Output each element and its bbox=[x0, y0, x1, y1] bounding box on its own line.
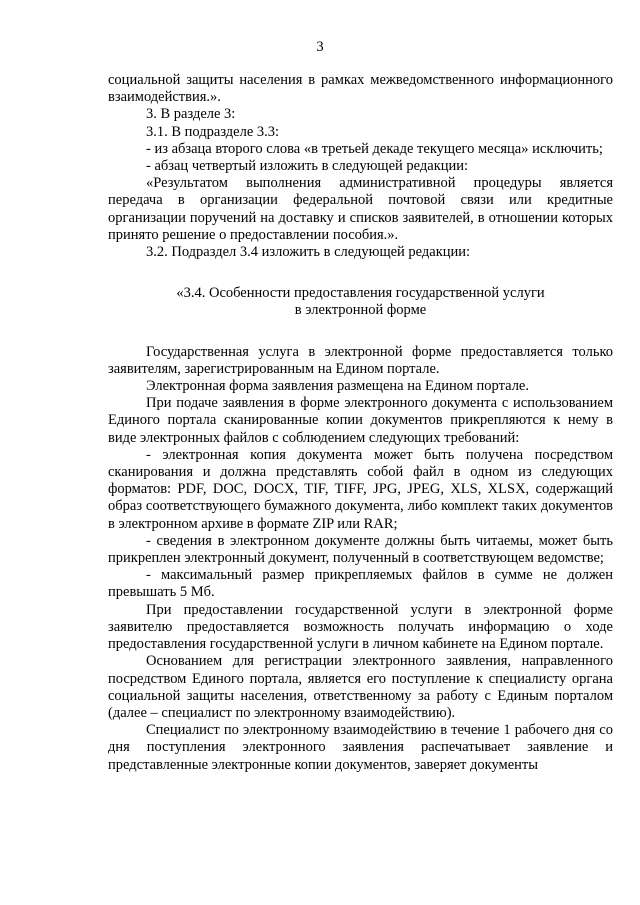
paragraph: Основанием для регистрации электронного заявления, направленного посредством Единого портала, является его поступление к специалисту органа социальной защиты населения, ответственному за работу с Единым порталом (далее – специалист по электронному взаимодействию). bbox=[108, 653, 613, 721]
paragraph-continuation: социальной защиты населения в рамках межведомственного информационного взаимодействия.». bbox=[108, 72, 613, 106]
paragraph-subsection-3-1: 3.1. В подразделе 3.3: bbox=[146, 123, 280, 140]
paragraph: Специалист по электронному взаимодействию в течение 1 рабочего дня со дня поступления электронного заявления распечатывает заявление и представленные электронные копии документов, заверяет документы bbox=[108, 722, 613, 773]
paragraph: При подаче заявления в форме электронного документа с использованием Единого портала сканированные копии документов прикрепляются к нему в виде электронных файлов с соблюдением следующих требований: bbox=[108, 395, 613, 446]
paragraph-list-item: - из абзаца второго слова «в третьей декаде текущего месяца» исключить; bbox=[146, 140, 603, 157]
paragraph-list-item: - абзац четвертый изложить в следующей редакции: bbox=[146, 158, 469, 175]
paragraph: Государственная услуга в электронной форме предоставляется только заявителям, зарегистрированным на Едином портале. bbox=[108, 343, 613, 377]
paragraph-section-3: 3. В разделе 3: bbox=[146, 106, 236, 123]
document-body bbox=[108, 72, 613, 774]
paragraph: При предоставлении государственной услуги в электронной форме заявителю предоставляется возможность получать информацию о ходе предоставления государственной услуги в личном кабинете на Едином портале. bbox=[108, 601, 613, 653]
paragraph: Электронная форма заявления размещена на Едином портале. bbox=[146, 378, 529, 395]
page-number: 3 bbox=[316, 39, 324, 55]
paragraph-quote: «Результатом выполнения административной процедуры является передача в организации федеральной почтовой связи или кредитные организации поручений на доставку и списков заявителей, в отношении которых принято решение о предоставлении пособия.». bbox=[108, 175, 613, 243]
section-heading bbox=[108, 285, 613, 319]
paragraph-subsection-3-2: 3.2. Подраздел 3.4 изложить в следующей редакции: bbox=[146, 244, 471, 261]
section-heading-line-1: «3.4. Особенности предоставления государственной услуги bbox=[176, 285, 545, 302]
paragraph-list-item: - электронная копия документа может быть получена посредством сканирования и должна представлять собой файл в одном из следующих форматов: PDF, DOC, DOCX, TIF, TIFF, JPG, JPEG, XLS, XLSX, содержащий образ соответствующего бумажного документа, либо комплект таких документов в электронном архиве в формате ZIP или RAR; bbox=[108, 446, 613, 532]
section-heading-line-2: в электронной форме bbox=[294, 302, 427, 319]
paragraph-list-item: - максимальный размер прикрепляемых файлов в сумме не должен превышать 5 Мб. bbox=[108, 567, 613, 601]
paragraph-list-item: - сведения в электронном документе должны быть читаемы, может быть прикреплен электронный документ, полученный в соответствующем ведомстве; bbox=[108, 532, 613, 567]
